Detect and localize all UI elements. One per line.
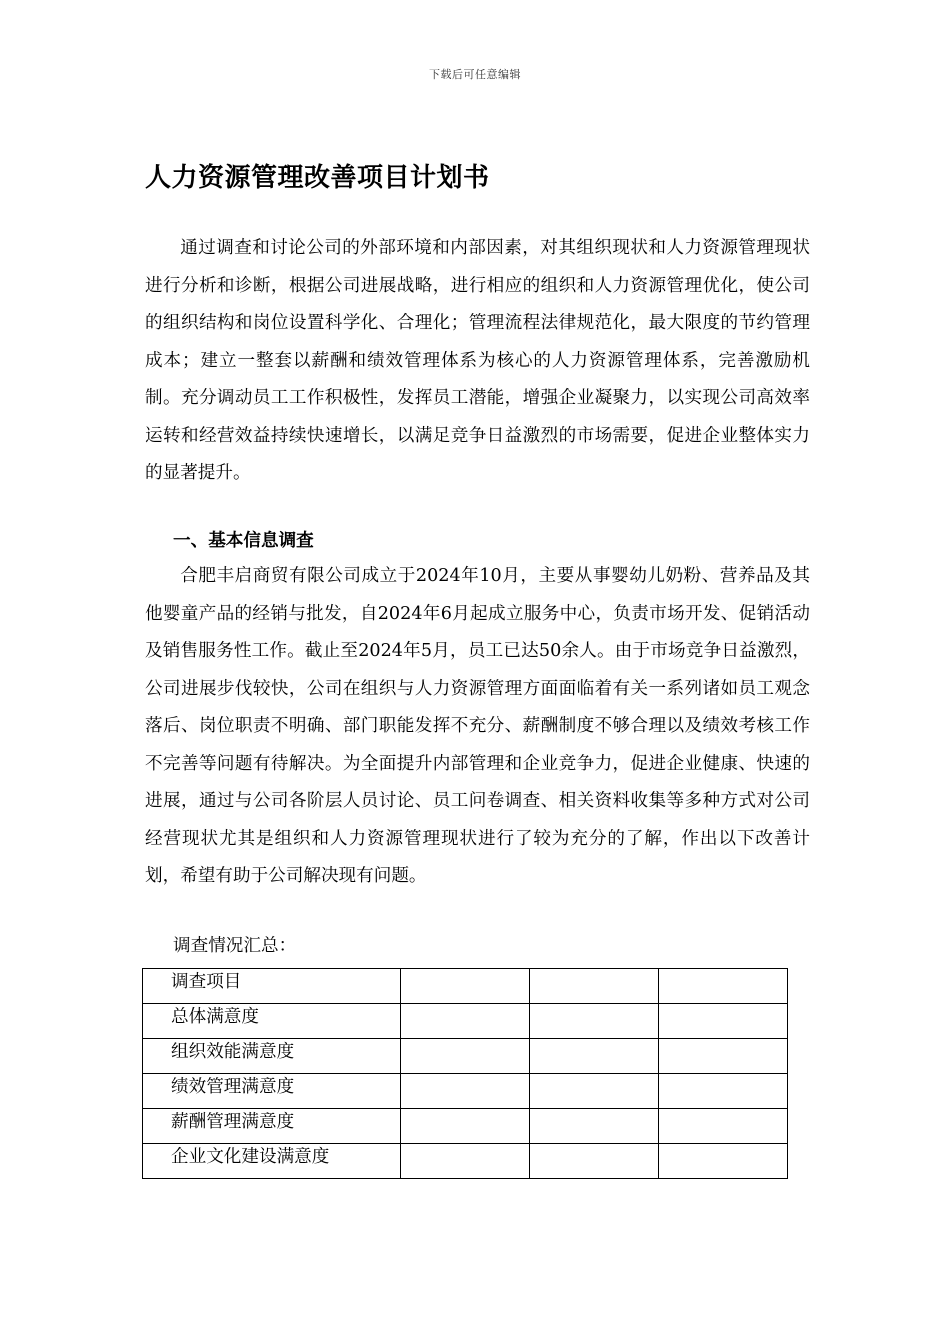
intro-paragraph: 通过调查和讨论公司的外部环境和内部因素，对其组织现状和人力资源管理现状进行分析和诊断，根据公司进展战略，进行相应的组织和人力资源管理优化，使公司的组织结构和岗位设置科学化、合理化；管理流程法律规范化，最大限度的节约管理成本；建立一整套以薪酬和绩效管理体系为核心的人力资源管理体系，完善激励机制。充分调动员工工作积极性，发挥员工潜能，增强企业凝聚力，以实现公司高效率运转和经营效益持续快速增长，以满足竞争日益激烈的市场需要，促进企业整体实力的显著提升。 [145,238,810,483]
table-cell-item: 总体满意度 [143,1004,401,1039]
table-cell-empty [659,1004,788,1039]
table-row [143,1039,788,1074]
basic-info-paragraph: 合肥丰启商贸有限公司成立于2024年10月，主要从事婴幼儿奶粉、营养品及其他婴童产品的经销与批发，自2024年6月起成立服务中心，负责市场开发、促销活动及销售服务性工作。截止至2024年5月，员工已达50余人。由于市场竞争日益激烈，公司进展步伐较快，公司在组织与人力资源管理方面面临着有关一系列诸如员工观念落后、岗位职责不明确、部门职能发挥不充分、薪酬制度不够合理以及绩效考核工作不完善等问题有待解决。为全面提升内部管理和企业竞争力，促进企业健康、快速的进展，通过与公司各阶层人员讨论、员工问卷调查、相关资料收集等多种方式对公司经营现状尤其是组织和人力资源管理现状进行了较为充分的了解，作出以下改善计划，希望有助于公司解决现有问题。 [145,566,810,886]
table-cell-empty [401,1074,530,1109]
table-cell-empty [401,1039,530,1074]
table-cell-empty [659,1074,788,1109]
table-cell-empty [530,1004,659,1039]
table-cell-empty [530,1109,659,1144]
table-cell-item: 组织效能满意度 [143,1039,401,1074]
table-cell-item: 调查项目 [143,969,401,1004]
table-cell-empty [401,1144,530,1179]
document-title: 人力资源管理改善项目计划书 [145,163,490,193]
table-row [143,1074,788,1109]
table-cell-empty [659,1144,788,1179]
survey-summary-table [142,968,788,1179]
table-cell-empty [659,969,788,1004]
table-cell-item: 企业文化建设满意度 [143,1144,401,1179]
table-cell-empty [401,1109,530,1144]
table-cell-empty [659,1109,788,1144]
table-cell-empty [530,1144,659,1179]
table-cell-item: 绩效管理满意度 [143,1074,401,1109]
table-cell-empty [401,1004,530,1039]
table-row [143,1144,788,1179]
table-caption: 调查情况汇总： [173,936,297,956]
table-cell-empty [530,1074,659,1109]
table-cell-empty [401,969,530,1004]
table-cell-empty [659,1039,788,1074]
section-heading-basic-info: 一、基本信息调查 [173,531,314,551]
table-cell-item: 薪酬管理满意度 [143,1109,401,1144]
table-row [143,1004,788,1039]
table-row [143,1109,788,1144]
table-row [143,969,788,1004]
page-header-note: 下载后可任意编辑 [429,68,521,81]
table-cell-empty [530,1039,659,1074]
table-cell-empty [530,969,659,1004]
